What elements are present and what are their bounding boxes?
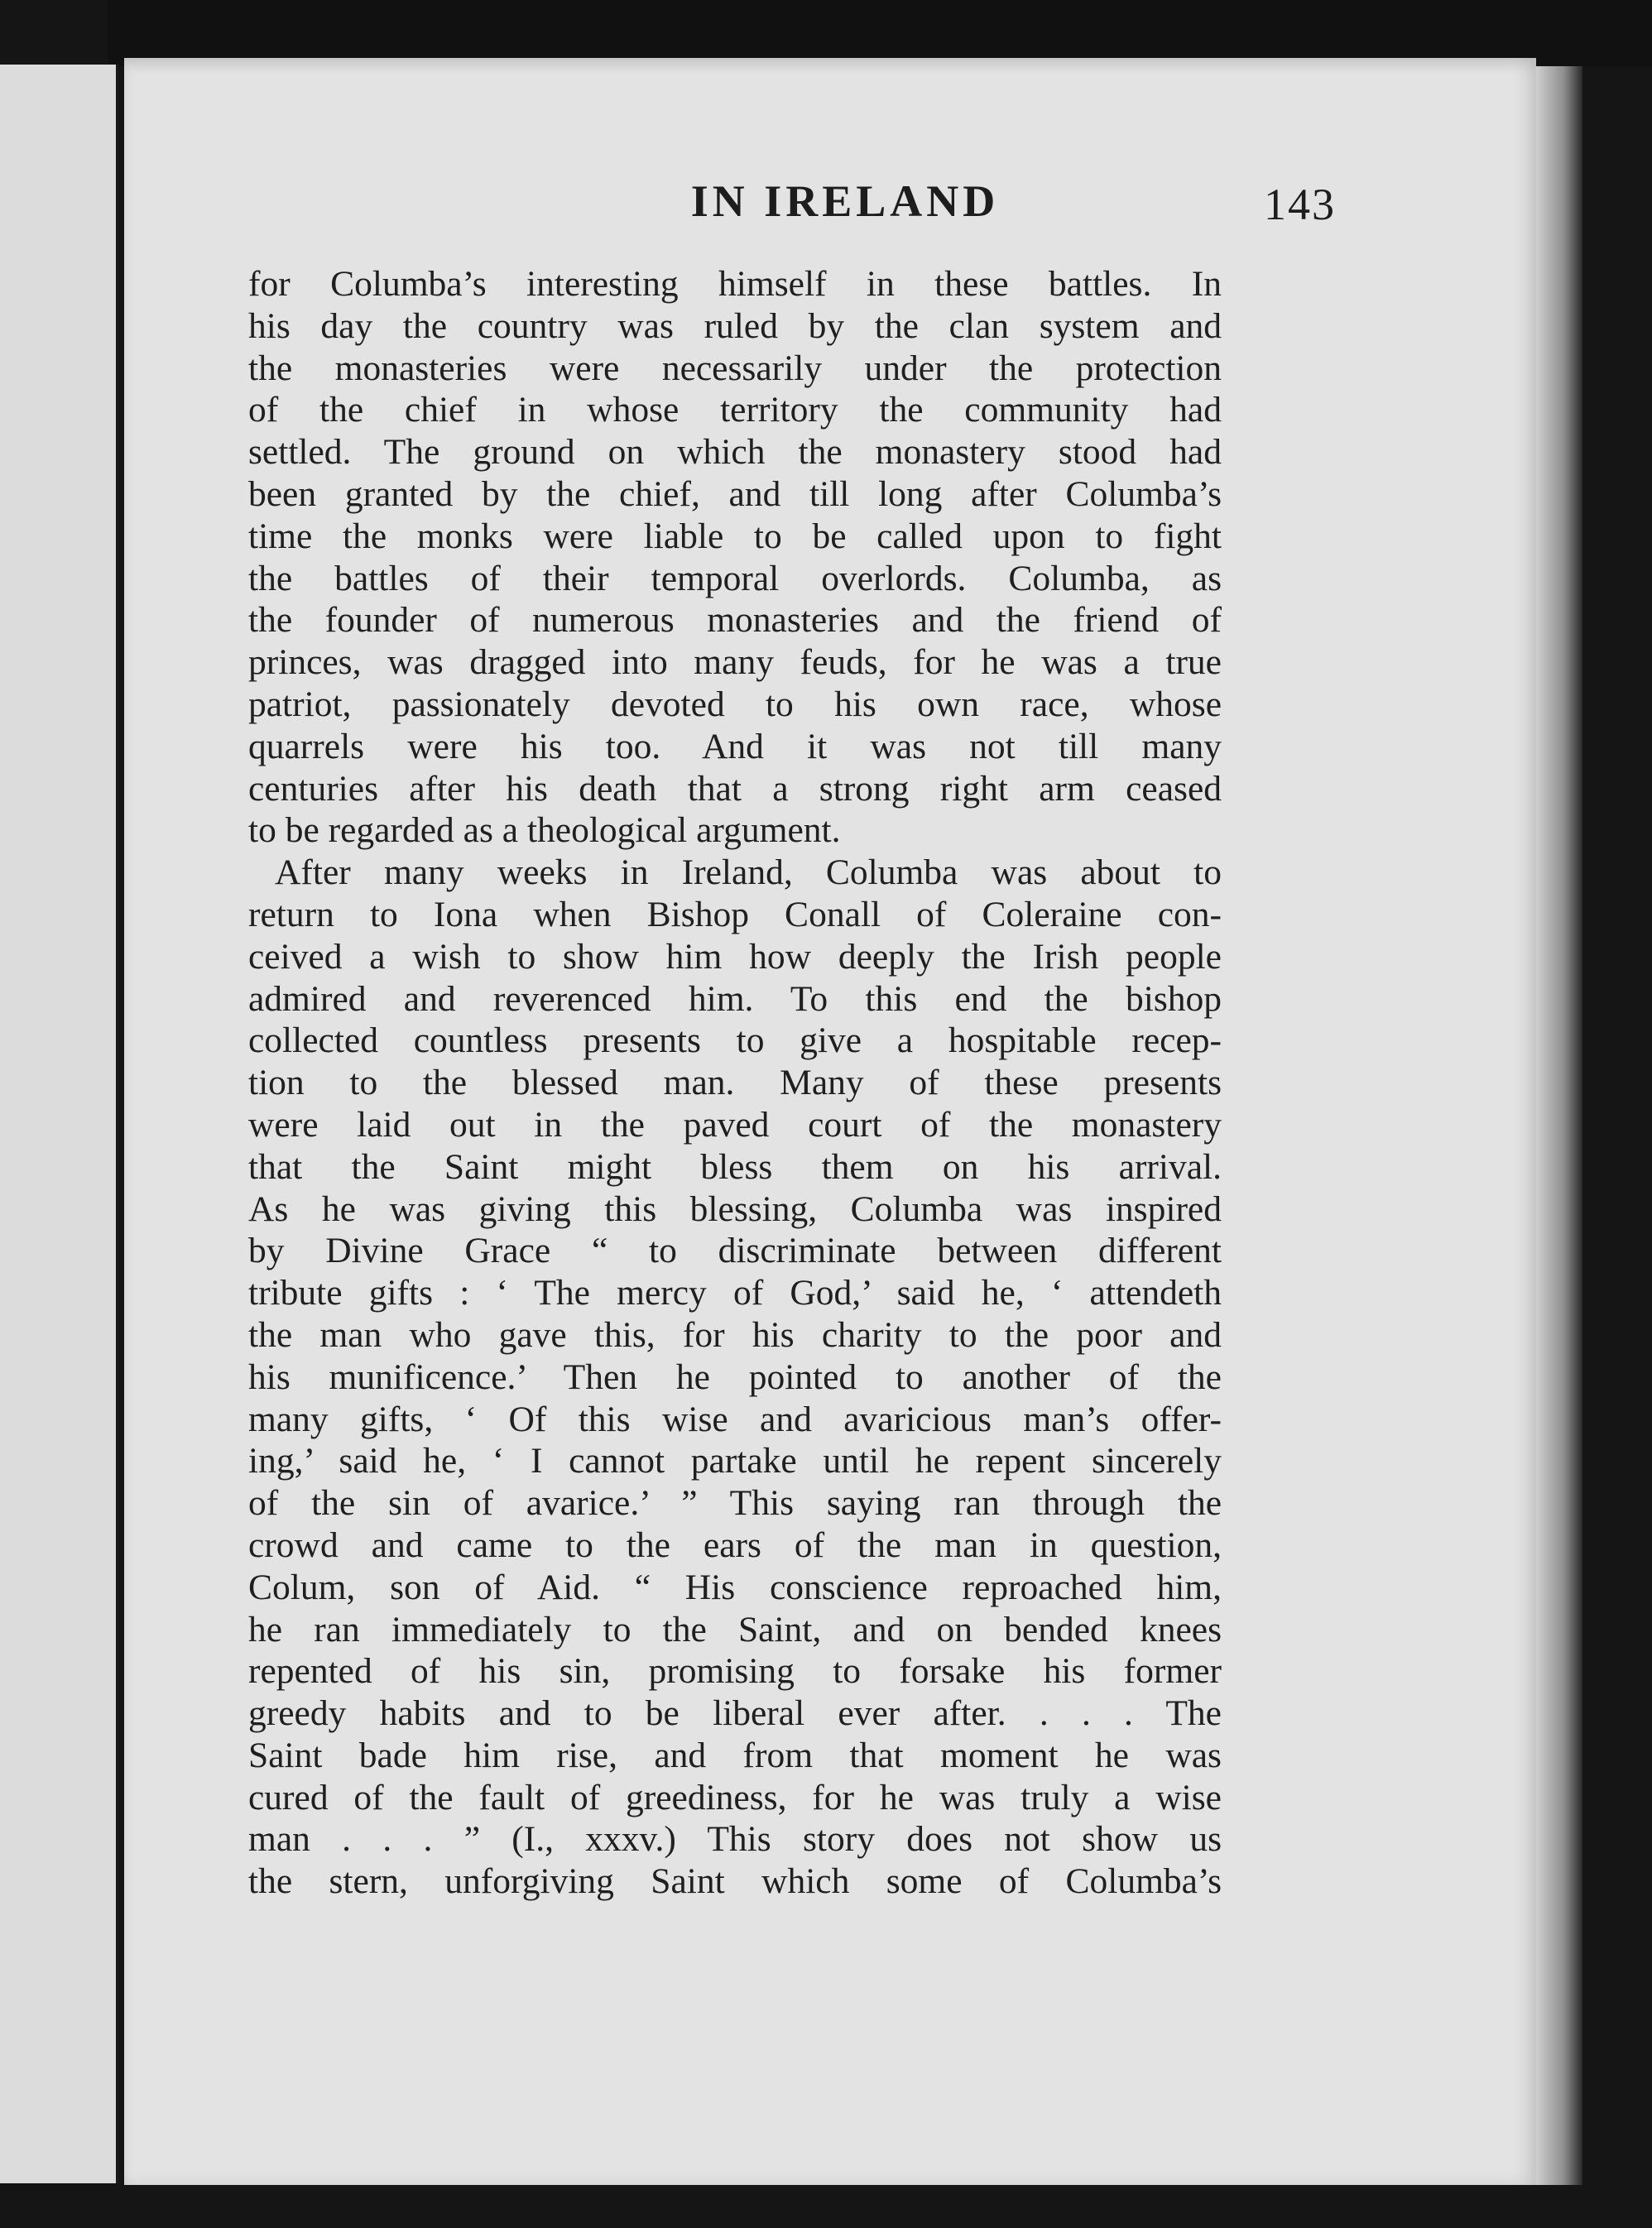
text-line: return to Iona when Bishop Conall of Coleraine con-: [248, 894, 1222, 934]
text-line: the stern, unforgiving Saint which some of Columba’s: [248, 1861, 1222, 1902]
text-line: admired and reverenced him. To this end the bishop: [248, 978, 1222, 1019]
text-line: repented of his sin, promising to forsake his former: [248, 1651, 1222, 1692]
text-line: time the monks were liable to be called upon to fight: [248, 516, 1222, 556]
body-text: [248, 263, 1222, 1903]
text-line: crowd and came to the ears of the man in question,: [248, 1525, 1222, 1565]
facing-page-edge: [0, 65, 119, 2183]
running-head: [124, 175, 1536, 242]
text-line: greedy habits and to be liberal ever after. . . . The: [248, 1693, 1222, 1734]
text-line: the man who gave this, for his charity to the poor and: [248, 1314, 1222, 1355]
text-line: ceived a wish to show him how deeply the Irish people: [248, 936, 1222, 977]
text-line: were laid out in the paved court of the monastery: [248, 1104, 1222, 1145]
text-line: ing,’ said he, ‘ I cannot partake until he repent sincerely: [248, 1441, 1222, 1481]
text-line: cured of the fault of greediness, for he was truly a wise: [248, 1777, 1222, 1817]
text-line: tion to the blessed man. Many of these presents: [248, 1063, 1222, 1103]
text-line: collected countless presents to give a hospitable recep-: [248, 1020, 1222, 1061]
text-line: of the sin of avarice.’ ” This saying ran through the: [248, 1483, 1222, 1524]
scan-background: [108, 0, 1652, 66]
text-line: As he was giving this blessing, Columba was inspired: [248, 1188, 1222, 1229]
text-line: his munificence.’ Then he pointed to another of the: [248, 1356, 1222, 1397]
text-line: been granted by the chief, and till long after Columba’s: [248, 473, 1222, 514]
page-fore-edge: [1536, 66, 1582, 2185]
text-line: for Columba’s interesting himself in these battles. In: [248, 264, 1222, 304]
text-line: man . . . ” (I., xxxv.) This story does not show us: [248, 1819, 1222, 1860]
text-line: patriot, passionately devoted to his own race, whose: [248, 684, 1222, 724]
text-line: tribute gifts : ‘ The mercy of God,’ said he, ‘ attendeth: [248, 1273, 1222, 1313]
paragraph-start-line: After many weeks in Ireland, Columba was about to: [275, 852, 1222, 893]
text-line: he ran immediately to the Saint, and on bended knees: [248, 1609, 1222, 1649]
text-line: Saint bade him rise, and from that moment he was: [248, 1735, 1222, 1775]
text-line: that the Saint might bless them on his arrival.: [248, 1146, 1222, 1187]
text-line: settled. The ground on which the monastery stood had: [248, 432, 1222, 473]
paragraph-end-line: to be regarded as a theological argument.: [248, 810, 841, 851]
text-line: centuries after his death that a strong right arm ceased: [248, 768, 1222, 809]
text-line: Colum, son of Aid. “ His conscience reproached him,: [248, 1567, 1222, 1607]
text-line: the monasteries were necessarily under the protection: [248, 348, 1222, 388]
text-line: many gifts, ‘ Of this wise and avaricious man’s offer-: [248, 1399, 1222, 1439]
text-line: of the chief in whose territory the community had: [248, 390, 1222, 430]
running-title: IN IRELAND: [690, 176, 1000, 226]
text-line: the founder of numerous monasteries and the friend of: [248, 600, 1222, 641]
text-line: by Divine Grace “ to discriminate between different: [248, 1231, 1222, 1271]
text-line: the battles of their temporal overlords. Columba, as: [248, 558, 1222, 598]
text-line: his day the country was ruled by the clan system and: [248, 305, 1222, 346]
text-line: princes, was dragged into many feuds, for he was a true: [248, 642, 1222, 683]
text-line: quarrels were his too. And it was not till many: [248, 726, 1222, 766]
page-number: 143: [1264, 180, 1336, 229]
